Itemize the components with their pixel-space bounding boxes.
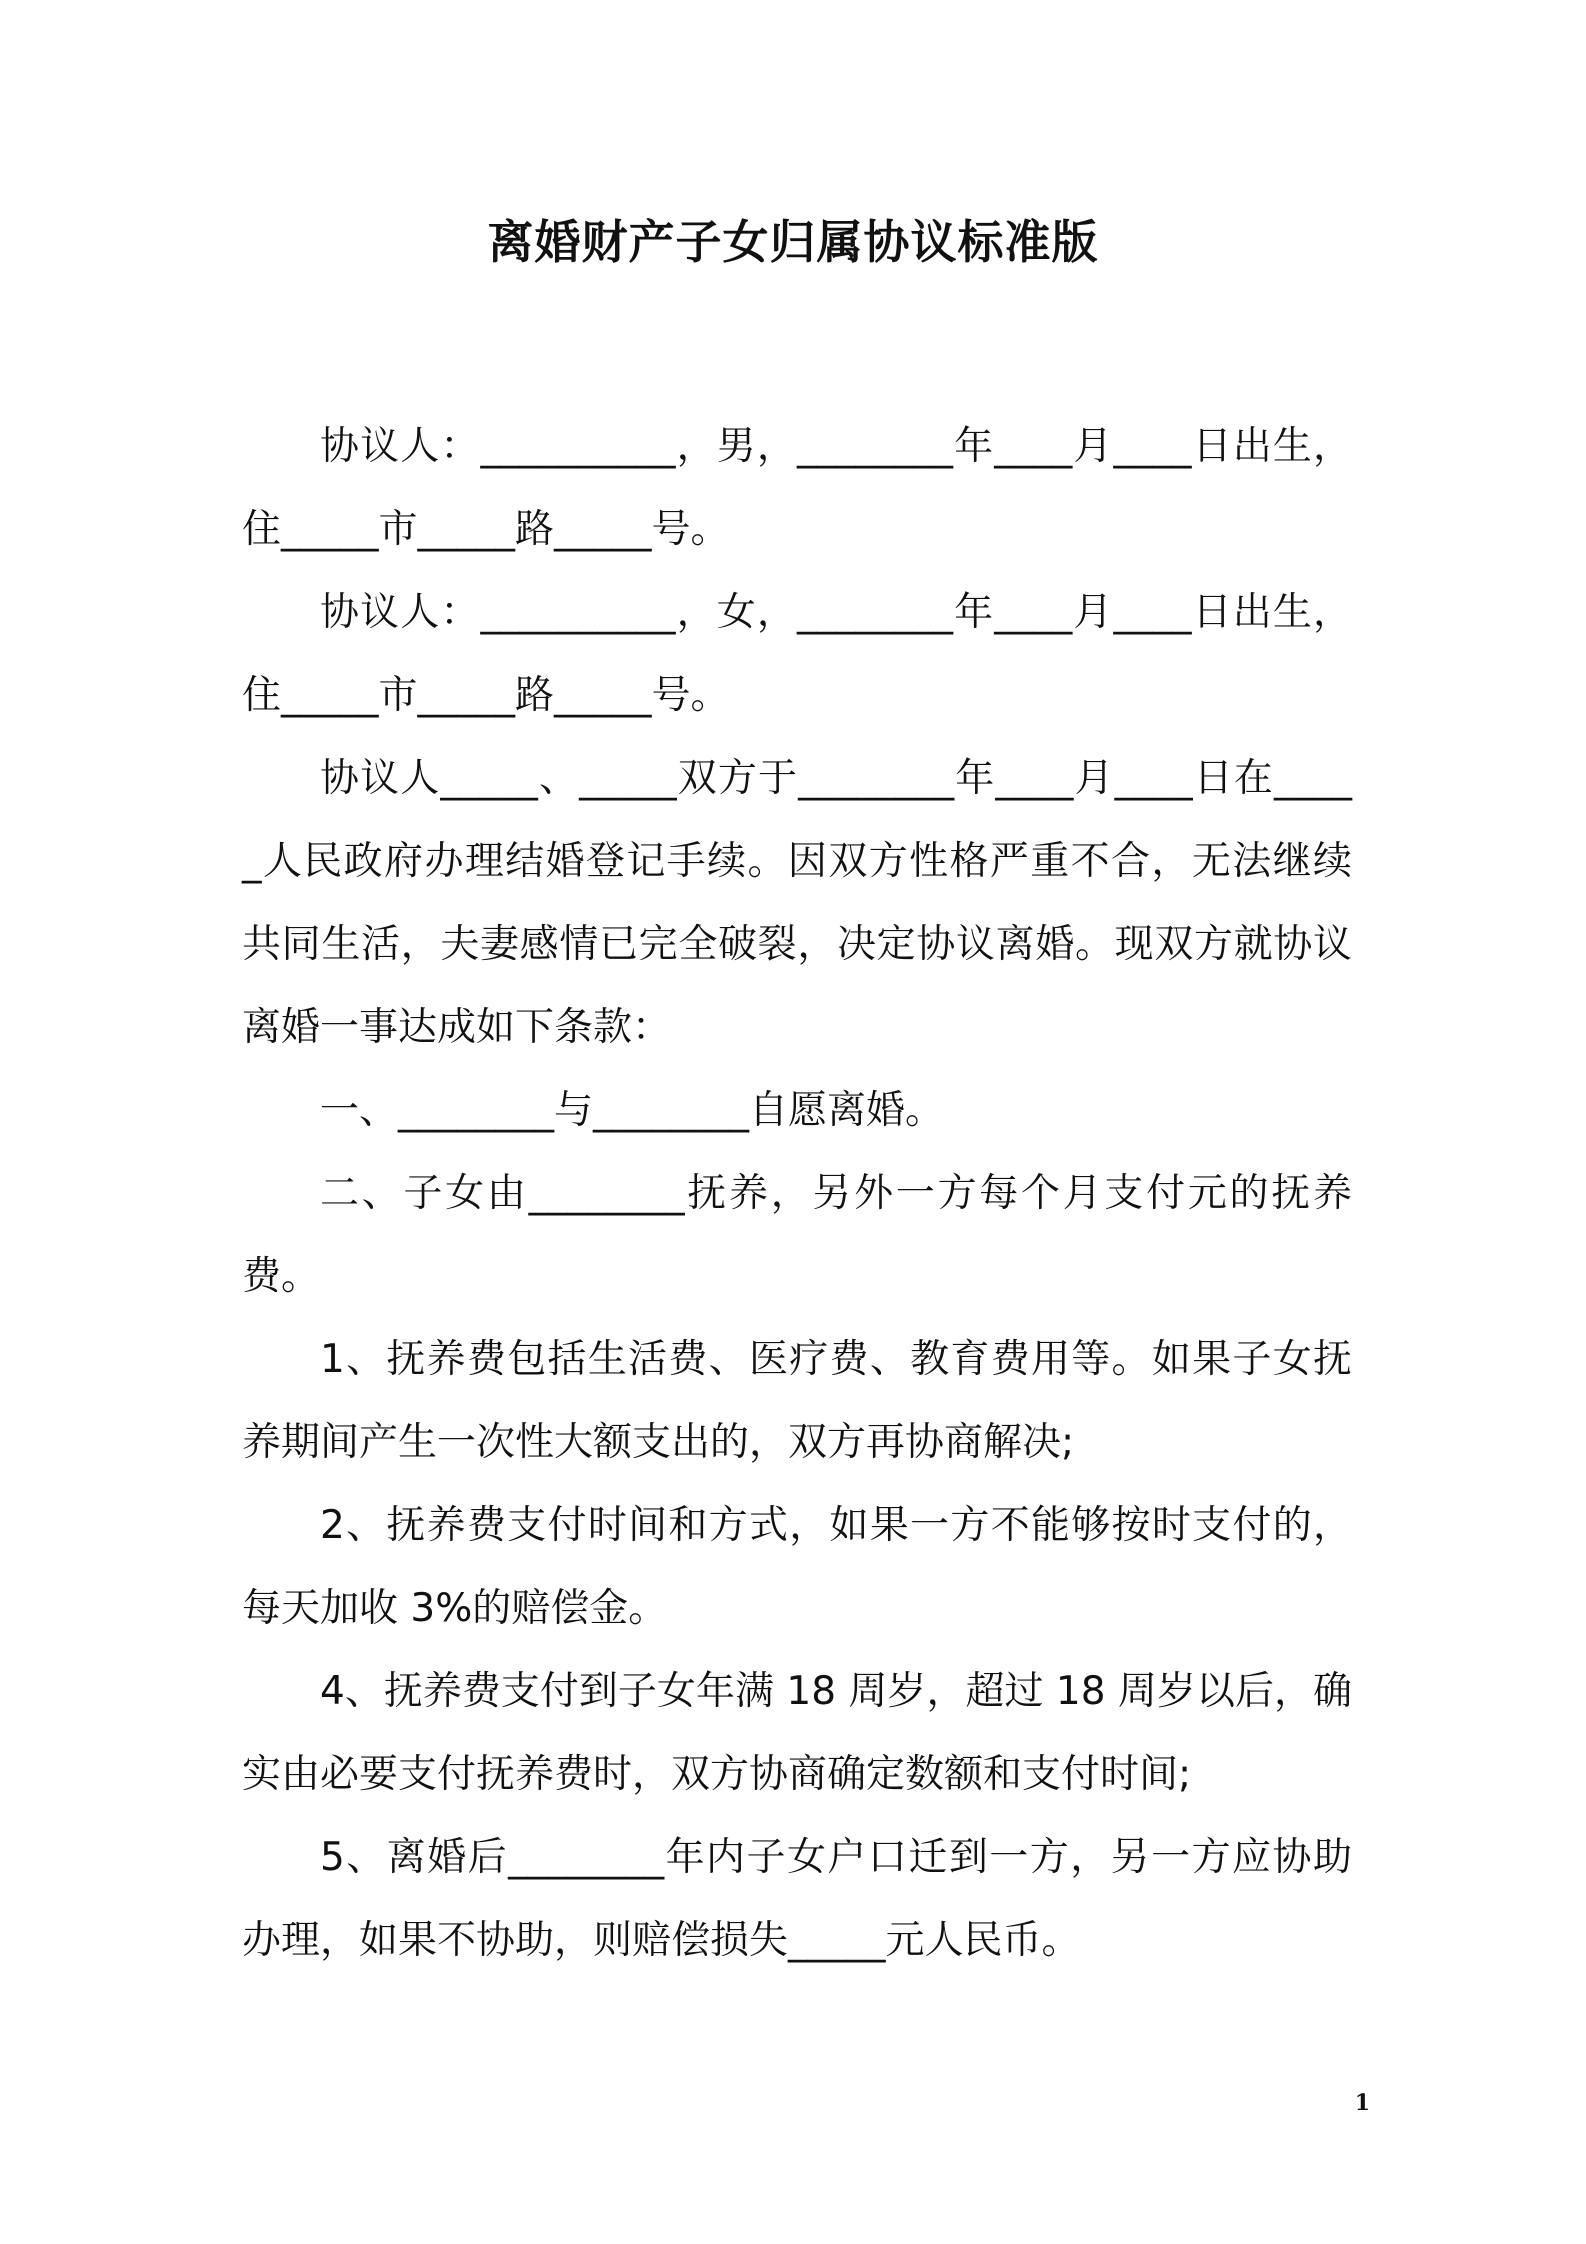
paragraph-preamble: 协议人_____、_____双方于________年____月____日在_____人民政府办理结婚登记手续。因双方性格严重不合，无法继续共同生活，夫妻感情已完全破裂，决定协议离婚。现双方就协议离婚一事达成如下条款： <box>242 756 1352 1050</box>
document-body <box>242 405 1352 1982</box>
clause-2-item-5: 5、离婚后________年内子女户口迁到一方，另一方应协助办理，如果不协助，则赔偿损失_____元人民币。 <box>242 1835 1352 1963</box>
clause-2-item-2: 2、抚养费支付时间和方式，如果一方不能够按时支付的，每天加收 3%的赔偿金。 <box>242 1503 1352 1631</box>
clause-2-item-1: 1、抚养费包括生活费、医疗费、教育费用等。如果子女抚养期间产生一次性大额支出的，双方再协商解决; <box>242 1337 1352 1465</box>
document-title: 离婚财产子女归属协议标准版 <box>487 215 1099 269</box>
paragraph-party-female: 协议人：__________，女，________年____月____日出生，住_____市_____路_____号。 <box>242 590 1352 718</box>
clause-1-divorce: 一、________与________自愿离婚。 <box>320 1088 945 1133</box>
paragraph-party-male: 协议人：__________，男，________年____月____日出生，住_____市_____路_____号。 <box>242 424 1352 552</box>
page-number: 1 <box>1354 2090 1370 2116</box>
clause-2-custody: 二、子女由________抚养，另外一方每个月支付元的抚养费。 <box>242 1171 1352 1299</box>
clause-2-item-4: 4、抚养费支付到子女年满 18 周岁，超过 18 周岁以后，确实由必要支付抚养费时，双方协商确定数额和支付时间; <box>242 1669 1352 1797</box>
